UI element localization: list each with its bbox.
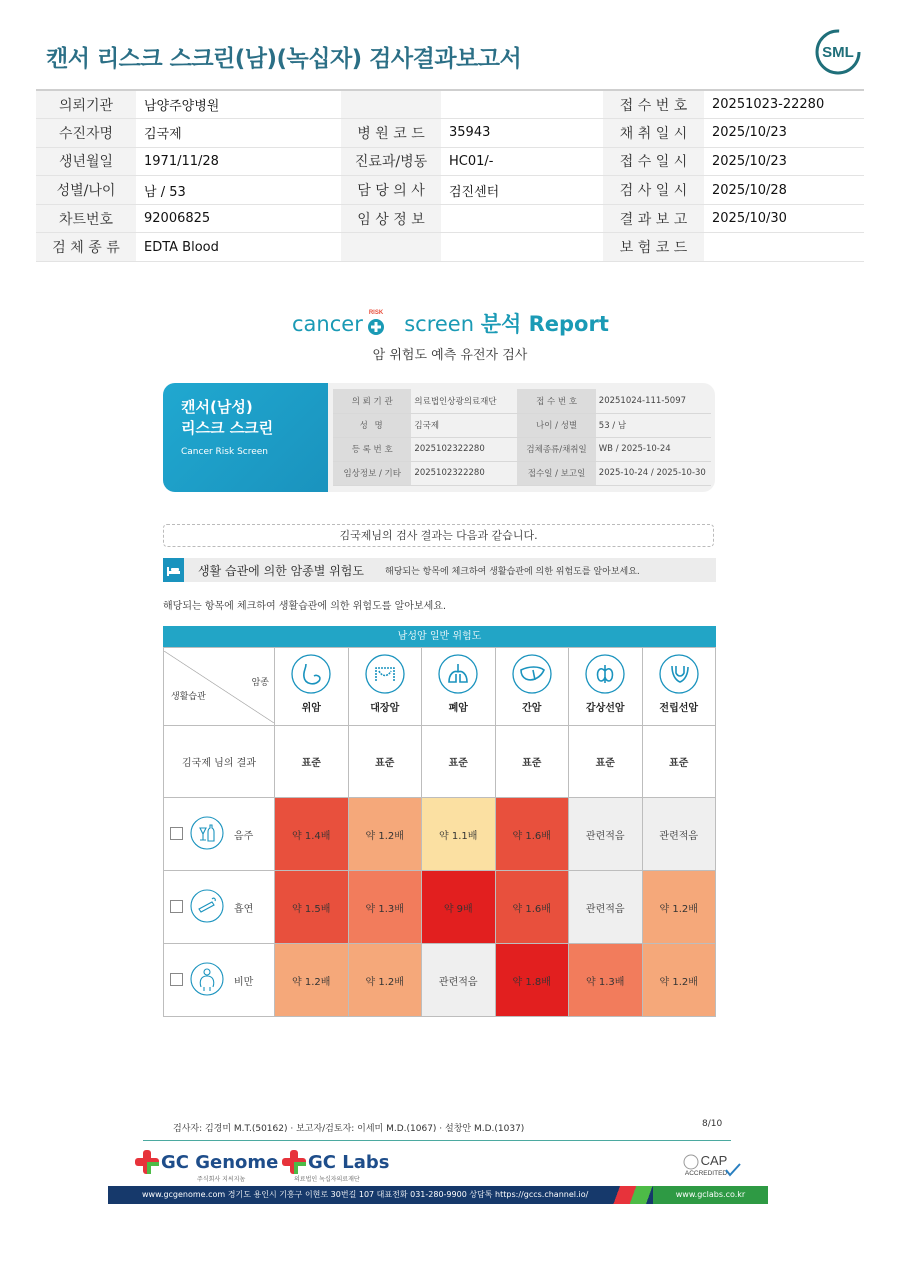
cancer-name: 간암 [522, 703, 542, 714]
card-row [333, 437, 711, 461]
card-label: 의 뢰 기 관 [333, 389, 411, 413]
diag-label-cancer: 암종 [251, 677, 269, 688]
card-label: 등 록 번 호 [333, 437, 411, 461]
sml-logo [812, 28, 864, 76]
risk-value-cell: 약 1.4배 [275, 798, 349, 871]
card-value: 53 / 남 [596, 413, 711, 437]
result-row [164, 726, 716, 798]
risk-value-cell: 관련적음 [642, 798, 716, 871]
info-value: 92006825 [136, 204, 341, 233]
habit-checkbox[interactable] [170, 900, 183, 913]
liver-icon [511, 653, 553, 695]
result-value: 표준 [495, 726, 569, 798]
card-value: 20251024-111-5097 [596, 389, 711, 413]
colon-icon [364, 653, 406, 695]
card-value: WB / 2025-10-24 [596, 437, 711, 461]
cap-text: CAP [700, 1153, 728, 1168]
card-info-grid [333, 389, 711, 486]
risk-value-cell: 약 9배 [422, 871, 496, 944]
sml-logo-text: SML [822, 44, 854, 61]
card-label: 나이 / 성별 [517, 413, 595, 437]
info-label: 보 험 코 드 [603, 233, 704, 262]
habit-row [164, 871, 716, 944]
risk-value-cell: 약 1.2배 [348, 798, 422, 871]
card-row [333, 389, 711, 413]
habit-checkbox[interactable] [170, 973, 183, 986]
gc-labs-sub: 의료법인 녹십자의료재단 [294, 1176, 360, 1183]
risk-value-cell: 약 1.6배 [495, 871, 569, 944]
risk-value-cell: 약 1.8배 [495, 944, 569, 1017]
section-header [163, 558, 716, 582]
info-label [341, 233, 441, 262]
thyroid-icon [584, 653, 626, 695]
report-subtitle: 암 위험도 예측 유전자 검사 [372, 348, 528, 363]
cancer-name: 전립선암 [659, 703, 699, 714]
gc-genome-sub: 주식회사 지씨지놈 [197, 1176, 246, 1183]
info-label: 차트번호 [36, 204, 136, 233]
card-value: 의료법인상광의료재단 [411, 389, 517, 413]
risk-mark-label: RISK [368, 310, 384, 316]
footer-bar-text: www.gcgenome.com 경기도 용인시 기흥구 이현로 30번길 107 대표전화 031-280-9900 상담톡 https://gccs.channel.io/ [142, 1190, 589, 1199]
info-value: 2025/10/23 [704, 147, 864, 176]
bed-icon [163, 558, 184, 582]
info-row [36, 119, 864, 148]
info-value [441, 204, 603, 233]
habit-row [164, 798, 716, 871]
info-value: 20251023-22280 [704, 90, 864, 119]
report-title-screen: screen [404, 312, 475, 336]
card-title-panel [163, 383, 328, 492]
section-title: 생활 습관에 의한 암종별 위험도 [198, 564, 364, 578]
info-value: EDTA Blood [136, 233, 341, 262]
info-label: 채 취 일 시 [603, 119, 704, 148]
obesity-icon [190, 962, 224, 996]
cancer-column-header [275, 648, 349, 726]
cancer-column-header [642, 648, 716, 726]
info-label: 담 당 의 사 [341, 176, 441, 205]
info-value: 35943 [441, 119, 603, 148]
section-note: 해당되는 항목에 체크하여 생활습관에 의한 위험도를 알아보세요. [385, 567, 640, 577]
habit-label: 비만 [234, 977, 254, 988]
info-label: 의뢰기관 [36, 90, 136, 119]
risk-value-cell: 약 1.2배 [642, 871, 716, 944]
cancer-name: 대장암 [370, 703, 400, 714]
info-label: 임 상 정 보 [341, 204, 441, 233]
risk-table-header: 남성암 일반 위험도 [163, 626, 716, 647]
card-label: 성 명 [333, 413, 411, 437]
info-label: 수진자명 [36, 119, 136, 148]
info-value [441, 233, 603, 262]
page-number: 8/10 [702, 1119, 723, 1129]
report-title-cancer: cancer [292, 312, 363, 336]
info-label: 생년월일 [36, 147, 136, 176]
card-label: 임상정보 / 기타 [333, 461, 411, 485]
gc-genome-name: GC Genome [161, 1152, 279, 1173]
diagonal-header-cell [164, 648, 275, 726]
cancer-header-row [164, 648, 716, 726]
info-row [36, 176, 864, 205]
risk-value-cell: 약 1.6배 [495, 798, 569, 871]
info-label: 접 수 번 호 [603, 90, 704, 119]
card-row [333, 413, 711, 437]
info-label: 검 체 종 류 [36, 233, 136, 262]
footer-bar [108, 1186, 768, 1204]
footer-bar-stripe [613, 1186, 653, 1204]
gc-labs-name: GC Labs [308, 1152, 390, 1173]
info-value [441, 90, 603, 119]
info-label: 진료과/병동 [341, 147, 441, 176]
cancer-name: 갑상선암 [585, 703, 625, 714]
info-value: 2025/10/23 [704, 119, 864, 148]
habit-cell [164, 798, 275, 871]
info-row [36, 204, 864, 233]
drinking-icon [190, 816, 224, 850]
result-value: 표준 [348, 726, 422, 798]
result-value: 표준 [642, 726, 716, 798]
cancer-column-header [348, 648, 422, 726]
info-value: 2025/10/28 [704, 176, 864, 205]
instruction-note: 해당되는 항목에 체크하여 생활습관에 의한 위험도를 알아보세요. [163, 601, 447, 612]
card-value: 2025102322280 [411, 461, 517, 485]
card-title-line2: 리스크 스크린 [181, 419, 274, 437]
gc-labs-logo [282, 1150, 390, 1183]
smoking-icon [190, 889, 224, 923]
test-info-card [163, 383, 715, 492]
analysis-report-title [292, 308, 609, 338]
info-row [36, 147, 864, 176]
card-label: 접수일 / 보고일 [517, 461, 595, 485]
report-title-kr: 분석 Report [480, 312, 609, 336]
habit-cell [164, 871, 275, 944]
habit-label: 흡연 [234, 904, 254, 915]
risk-value-cell: 관련적음 [422, 944, 496, 1017]
report-title: 캔서 리스크 스크린(남)(녹십자) 검사결과보고서 [46, 46, 522, 72]
risk-value-cell: 약 1.3배 [569, 944, 643, 1017]
card-title-en: Cancer Risk Screen [181, 447, 269, 457]
card-title-line1: 캔서(남성) [181, 398, 253, 416]
info-value: 남 / 53 [136, 176, 341, 205]
cancer-column-header [422, 648, 496, 726]
footer-divider [143, 1140, 731, 1141]
info-label: 결 과 보 고 [603, 204, 704, 233]
gc-cross-icon [135, 1150, 159, 1174]
info-label: 성별/나이 [36, 176, 136, 205]
info-value: 2025/10/30 [704, 204, 864, 233]
info-label: 병 원 코 드 [341, 119, 441, 148]
risk-cross-icon [363, 305, 389, 339]
info-value: 남양주양병원 [136, 90, 341, 119]
habit-row [164, 944, 716, 1017]
cancer-column-header [495, 648, 569, 726]
card-value: 김국제 [411, 413, 517, 437]
result-row-label: 김국제 님의 결과 [164, 726, 275, 798]
info-value: 김국제 [136, 119, 341, 148]
info-row [36, 233, 864, 262]
info-label [341, 90, 441, 119]
info-row [36, 90, 864, 119]
card-label: 검체종류/채취일 [517, 437, 595, 461]
risk-value-cell: 약 1.3배 [348, 871, 422, 944]
cap-sub: ACCREDITED [684, 1170, 728, 1177]
signatures: 검사자: 김경미 M.T.(50162) · 보고자/검토자: 이세미 M.D.(1067) · 설창안 M.D.(1037) [173, 1124, 525, 1134]
habit-checkbox[interactable] [170, 827, 183, 840]
footer-bar-url: www.gclabs.co.kr [653, 1186, 768, 1204]
card-value: 2025-10-24 / 2025-10-30 [596, 461, 711, 485]
risk-table [163, 647, 716, 1017]
risk-value-cell: 관련적음 [569, 798, 643, 871]
result-notice: 김국제님의 검사 결과는 다음과 같습니다. [163, 524, 714, 547]
gc-cross-icon [282, 1150, 306, 1174]
result-value: 표준 [422, 726, 496, 798]
info-value: 1971/11/28 [136, 147, 341, 176]
gc-genome-logo [135, 1150, 279, 1183]
risk-value-cell: 약 1.5배 [275, 871, 349, 944]
cancer-name: 위암 [301, 703, 321, 714]
info-value [704, 233, 864, 262]
cap-accredited-logo [674, 1150, 744, 1184]
result-value: 표준 [569, 726, 643, 798]
diagonal-header [164, 651, 274, 723]
risk-value-cell: 관련적음 [569, 871, 643, 944]
prostate-icon [658, 653, 700, 695]
card-row [333, 461, 711, 485]
info-label: 검 사 일 시 [603, 176, 704, 205]
card-label: 접 수 번 호 [517, 389, 595, 413]
risk-value-cell: 약 1.1배 [422, 798, 496, 871]
info-label: 접 수 일 시 [603, 147, 704, 176]
info-value: 검진센터 [441, 176, 603, 205]
info-value: HC01/- [441, 147, 603, 176]
habit-cell [164, 944, 275, 1017]
risk-value-cell: 약 1.2배 [348, 944, 422, 1017]
risk-value-cell: 약 1.2배 [275, 944, 349, 1017]
habit-label: 음주 [234, 831, 254, 842]
stomach-icon [290, 653, 332, 695]
cancer-column-header [569, 648, 643, 726]
cancer-name: 폐암 [448, 703, 468, 714]
lung-icon [437, 653, 479, 695]
card-value: 2025102322280 [411, 437, 517, 461]
diag-label-habit: 생활습관 [171, 691, 206, 702]
patient-info-table [36, 89, 864, 262]
risk-value-cell: 약 1.2배 [642, 944, 716, 1017]
result-value: 표준 [275, 726, 349, 798]
